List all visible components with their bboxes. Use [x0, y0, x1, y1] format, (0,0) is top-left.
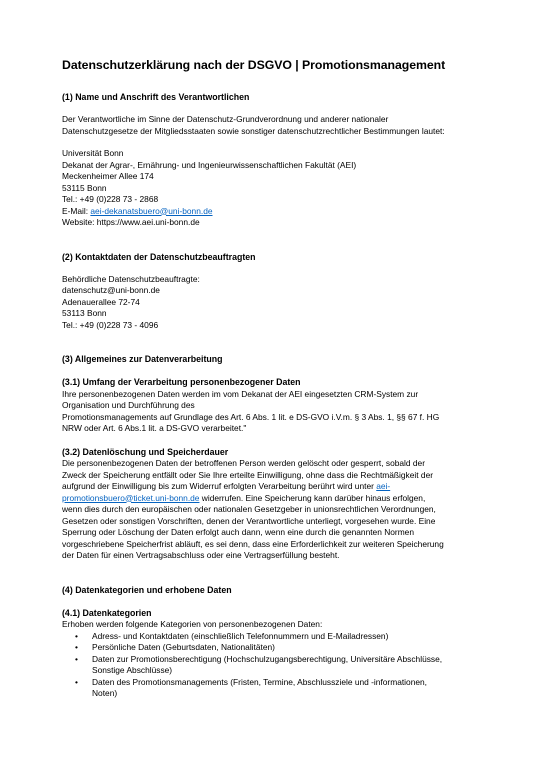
- section-3-2-heading: (3.2) Datenlöschung und Speicherdauer: [62, 446, 229, 457]
- text-line: Datenschutzgesetze der Mitgliedsstaaten sowie sonstiger datenschutzrechtlicher Bestimmungen lautet:: [62, 125, 445, 136]
- text-line: Gesetzen oder sonstigen Vorschriften, denen der Verantwortliche unterliegt, vorgesehen wurde. Eine: [62, 515, 436, 526]
- controller-address: [62, 148, 482, 229]
- section-4-1-heading: (4.1) Datenkategorien: [62, 607, 152, 618]
- contact-line: Behördliche Datenschutzbeauftragte:: [62, 273, 200, 284]
- text-line: vorgeschriebene Speicherfrist abläuft, es sei denn, dass eine Erforderlichkeit zur weiteren Speicherung: [62, 538, 444, 549]
- list-item-text: Persönliche Daten (Geburtsdaten, Nationalitäten): [92, 642, 275, 652]
- section-1-heading: (1) Name und Anschrift des Verantwortlichen: [62, 92, 250, 102]
- ticket-email-link-part1[interactable]: aei-: [376, 481, 391, 491]
- section-4-heading: (4) Datenkategorien und erhobene Daten: [62, 584, 232, 595]
- website-line: Website: https://www.aei.uni-bonn.de: [62, 217, 200, 227]
- list-item-text: Adress- und Kontaktdaten (einschließlich Telefonnummern und E-Mailadressen): [92, 630, 389, 641]
- address-line: Tel.: +49 (0)228 73 - 2868: [62, 194, 159, 204]
- address-line: Dekanat der Agrar-, Ernährung- und Ingenieurwissenschaftlichen Fakultät (AEI): [62, 159, 357, 170]
- document-page: [62, 58, 482, 700]
- email-label: E-Mail:: [62, 205, 91, 216]
- section-3-heading: (3) Allgemeines zur Datenverarbeitung: [62, 354, 223, 364]
- text-line: wenn dies durch den europäischen oder nationalen Gesetzgeber in unionsrechtlichen Verordnungen,: [62, 504, 436, 514]
- list-item-text: Noten): [92, 688, 118, 698]
- text-line: Sperrung oder Löschung der Daten erfolgt auch dann, wenn eine durch die genannten Normen: [62, 527, 414, 537]
- list-item: [62, 677, 482, 700]
- text-line: Ihre personenbezogenen Daten werden im vom Dekanat der AEI eingesetzten CRM-System zur: [62, 388, 419, 399]
- bullet-icon: •: [75, 676, 78, 687]
- contact-line: 53113 Bonn: [62, 308, 107, 318]
- list-item: [62, 654, 482, 677]
- document-title: Datenschutzerklärung nach der DSGVO | Promotionsmanagement: [62, 58, 446, 72]
- list-item-text: Sonstige Abschlüsse): [92, 665, 173, 675]
- address-line: 53115 Bonn: [62, 182, 107, 193]
- text-line: [62, 481, 482, 493]
- contact-line: datenschutz@uni-bonn.de: [62, 285, 160, 295]
- section-1-intro: [62, 114, 482, 137]
- section-3-1-heading: (3.1) Umfang der Verarbeitung personenbezogener Daten: [62, 377, 301, 387]
- bullet-icon: •: [75, 642, 78, 652]
- text-line: NRW oder Art. 6 Abs.1 lit. a DS-GVO verarbeitet.": [62, 423, 247, 433]
- section-2-heading: (2) Kontaktdaten der Datenschutzbeauftragten: [62, 251, 256, 262]
- contact-line: Tel.: +49 (0)228 73 - 4096: [62, 319, 159, 330]
- email-line: [62, 206, 482, 218]
- text-fragment: widerrufen. Eine Speicherung kann darüber hinaus erfolgen,: [199, 492, 426, 503]
- text-line: Die personenbezogenen Daten der betroffenen Person werden gelöscht oder gesperrt, sobald der: [62, 458, 426, 468]
- text-line: der Daten für einen Vertragsabschluss oder eine Vertragserfüllung besteht.: [62, 550, 340, 560]
- dpo-contact: [62, 274, 482, 332]
- text-line: Zweck der Speicherung entfällt oder Sie Ihre erteilte Einwilligung, ohne dass die Rechtmäßigkeit der: [62, 469, 434, 480]
- section-3-2-body: [62, 458, 482, 562]
- list-item: [62, 631, 482, 643]
- contact-line: Adenauerallee 72-74: [62, 296, 140, 307]
- text-line: [62, 493, 482, 505]
- bullet-icon: •: [75, 653, 78, 664]
- address-line: Meckenheimer Allee 174: [62, 171, 154, 181]
- text-line: Der Verantwortliche im Sinne der Datenschutz-Grundverordnung und anderer nationaler: [62, 114, 389, 124]
- list-item-text: Daten zur Promotionsberechtigung (Hochschulzugangsberechtigung, Universitäre Abschlüsse,: [92, 653, 443, 664]
- text-line: Organisation und Durchführung des: [62, 400, 195, 410]
- section-3-1-body: [62, 389, 482, 435]
- list-item-text: Daten des Promotionsmanagements (Fristen, Termine, Abschlussziele und -informationen,: [92, 676, 428, 687]
- address-line: Universität Bonn: [62, 148, 124, 158]
- list-item: [62, 642, 482, 654]
- data-category-list: [62, 631, 482, 700]
- ticket-email-link-part2[interactable]: promotionsbuero@ticket.uni-bonn.de: [62, 492, 200, 503]
- email-link[interactable]: aei-dekanatsbuero@uni-bonn.de: [90, 205, 213, 216]
- bullet-icon: •: [75, 630, 78, 641]
- text-fragment: aufgrund der Einwilligung bis zum Widerruf erfolgten Verarbeitung berührt wird unter: [62, 481, 377, 491]
- section-4-1-intro: Erhoben werden folgende Kategorien von personenbezogenen Daten:: [62, 619, 323, 629]
- text-line: Promotionsmanagements auf Grundlage des Art. 6 Abs. 1 lit. e DS-GVO i.V.m. § 3 Abs. 1, §§ 67 f. HG: [62, 411, 440, 422]
